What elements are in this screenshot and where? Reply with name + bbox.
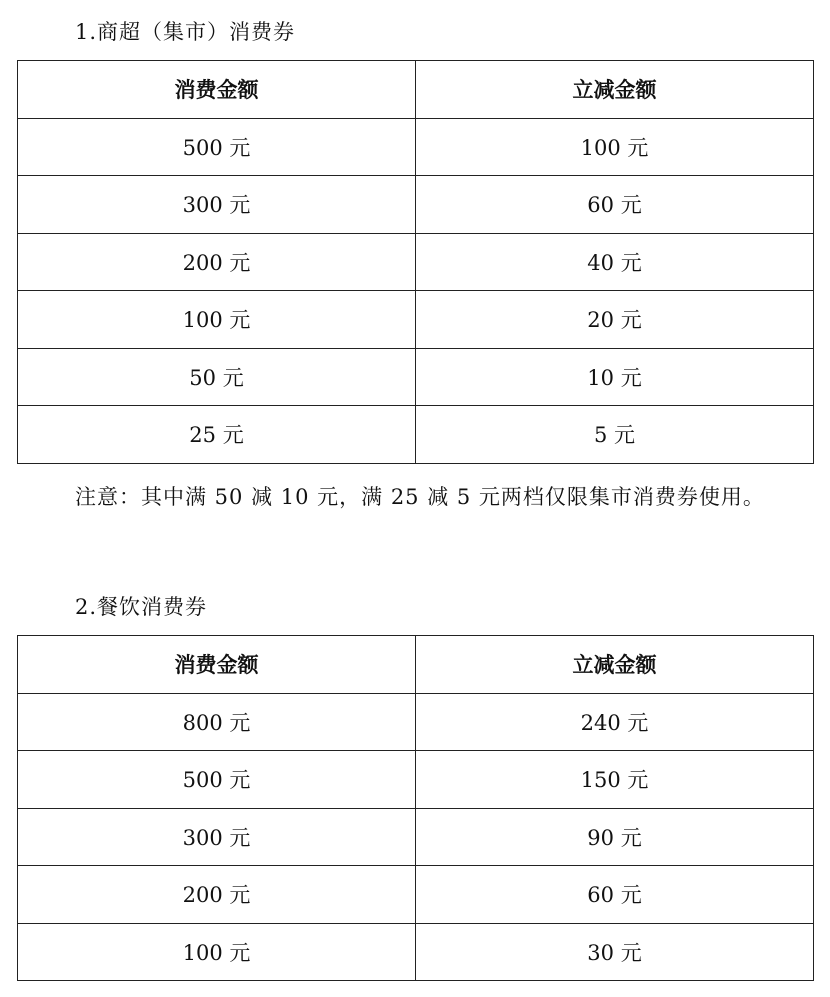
dining-voucher-table <box>17 635 814 981</box>
spend-cell: 500 元 <box>18 118 416 176</box>
table-row <box>18 348 814 406</box>
table-row <box>18 923 814 981</box>
spend-cell: 800 元 <box>18 693 416 751</box>
table-row <box>18 751 814 809</box>
header-spend: 消费金额 <box>18 636 416 694</box>
discount-cell: 40 元 <box>416 233 814 291</box>
section2-title: 2.餐饮消费券 <box>75 595 208 619</box>
table-row <box>18 291 814 349</box>
table-row <box>18 118 814 176</box>
discount-cell: 20 元 <box>416 291 814 349</box>
table-row <box>18 176 814 234</box>
header-spend: 消费金额 <box>18 61 416 119</box>
table-row <box>18 866 814 924</box>
discount-cell: 60 元 <box>416 866 814 924</box>
spend-cell: 200 元 <box>18 866 416 924</box>
spend-cell: 50 元 <box>18 348 416 406</box>
spend-cell: 500 元 <box>18 751 416 809</box>
table-row <box>18 808 814 866</box>
discount-cell: 150 元 <box>416 751 814 809</box>
section1-title: 1.商超（集市）消费券 <box>75 20 296 44</box>
spend-cell: 100 元 <box>18 291 416 349</box>
spend-cell: 300 元 <box>18 176 416 234</box>
discount-cell: 5 元 <box>416 406 814 464</box>
spend-cell: 300 元 <box>18 808 416 866</box>
discount-cell: 10 元 <box>416 348 814 406</box>
supermarket-voucher-table <box>17 60 814 464</box>
discount-cell: 100 元 <box>416 118 814 176</box>
table-row <box>18 693 814 751</box>
header-discount: 立减金额 <box>416 61 814 119</box>
spend-cell: 25 元 <box>18 406 416 464</box>
discount-cell: 240 元 <box>416 693 814 751</box>
table-row <box>18 233 814 291</box>
discount-cell: 60 元 <box>416 176 814 234</box>
header-discount: 立减金额 <box>416 636 814 694</box>
note-text: 注意：其中满 50 减 10 元，满 25 减 5 元两档仅限集市消费券使用。 <box>75 485 765 509</box>
table-row <box>18 406 814 464</box>
discount-cell: 90 元 <box>416 808 814 866</box>
spend-cell: 100 元 <box>18 923 416 981</box>
discount-cell: 30 元 <box>416 923 814 981</box>
spend-cell: 200 元 <box>18 233 416 291</box>
